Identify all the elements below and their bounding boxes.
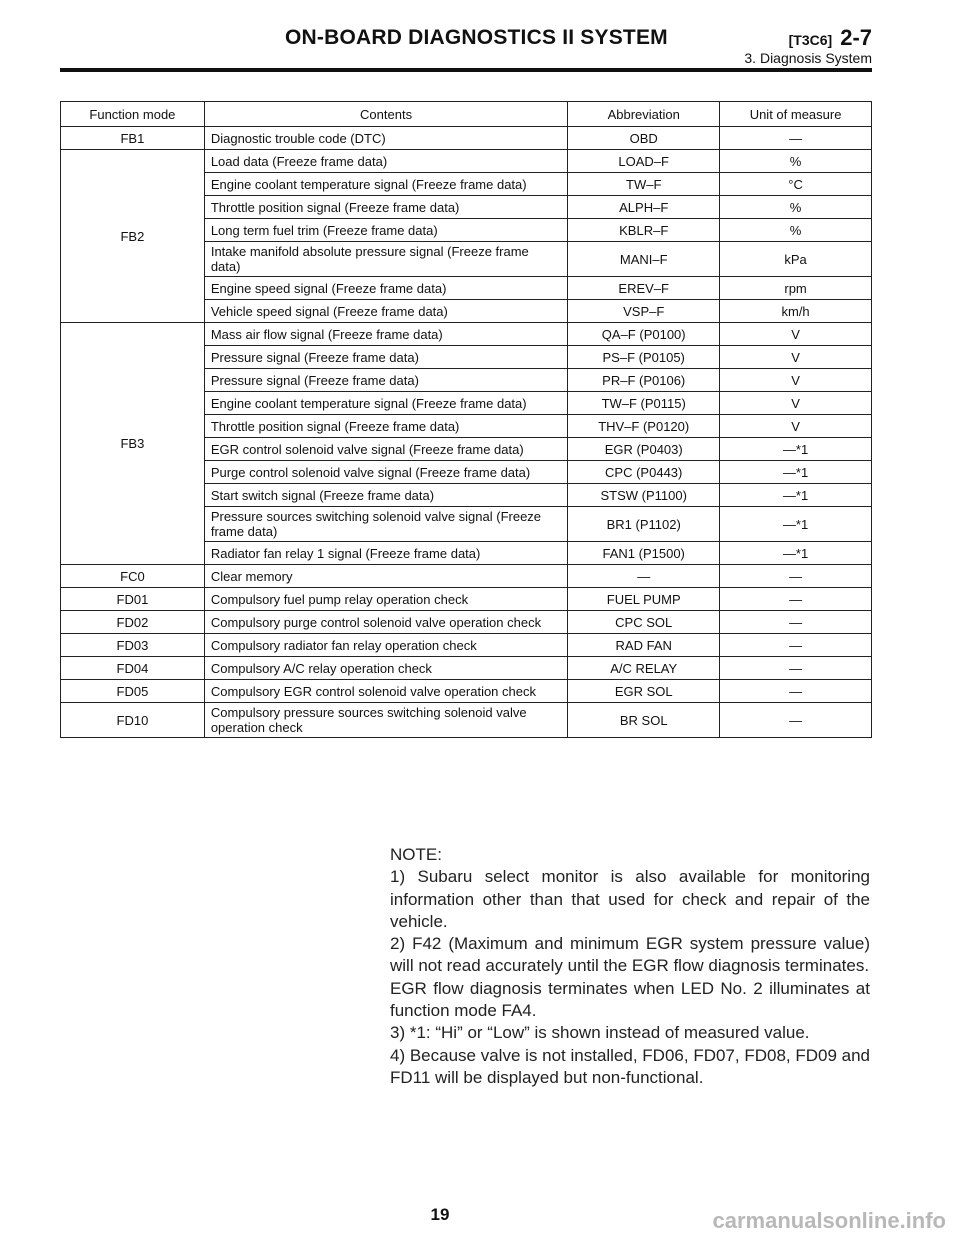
contents-cell: Load data (Freeze frame data)	[204, 150, 567, 173]
function-mode-cell: FD03	[61, 634, 205, 657]
table-row	[61, 127, 872, 150]
note-item: 2) F42 (Maximum and minimum EGR system pressure value) will not read accurately until the EGR flow diagnosis terminates.	[390, 934, 870, 976]
contents-cell: Intake manifold absolute pressure signal (Freeze frame data)	[204, 242, 567, 277]
abbreviation-cell: TW–F (P0115)	[568, 392, 720, 415]
abbreviation-cell: ALPH–F	[568, 196, 720, 219]
contents-cell: Vehicle speed signal (Freeze frame data)	[204, 300, 567, 323]
abbreviation-cell: FAN1 (P1500)	[568, 542, 720, 565]
section-reference	[789, 25, 872, 51]
abbreviation-cell: VSP–F	[568, 300, 720, 323]
contents-cell: Clear memory	[204, 565, 567, 588]
function-mode-cell: FB1	[61, 127, 205, 150]
abbreviation-cell: MANI–F	[568, 242, 720, 277]
unit-cell: °C	[720, 173, 872, 196]
section-code: [T3C6]	[788, 32, 833, 48]
note-item: 1) Subaru select monitor is also available for monitoring information other than that used for check and repair of the vehicle.	[390, 867, 870, 931]
contents-cell: Purge control solenoid valve signal (Freeze frame data)	[204, 461, 567, 484]
contents-cell: Diagnostic trouble code (DTC)	[204, 127, 567, 150]
abbreviation-cell: BR1 (P1102)	[568, 507, 720, 542]
table-row	[61, 150, 872, 173]
contents-cell: Compulsory pressure sources switching solenoid valve operation check	[204, 703, 567, 738]
abbreviation-cell: STSW (P1100)	[568, 484, 720, 507]
abbreviation-cell: PR–F (P0106)	[568, 369, 720, 392]
watermark: carmanualsonline.info	[712, 1208, 946, 1233]
table-header-row	[61, 102, 872, 127]
section-page-ref: 2-7	[840, 25, 872, 50]
table-row	[61, 611, 872, 634]
abbreviation-cell: RAD FAN	[568, 634, 720, 657]
function-mode-cell: FD02	[61, 611, 205, 634]
contents-cell: EGR control solenoid valve signal (Freeze frame data)	[204, 438, 567, 461]
abbreviation-cell: BR SOL	[568, 703, 720, 738]
abbreviation-cell: THV–F (P0120)	[568, 415, 720, 438]
contents-cell: Long term fuel trim (Freeze frame data)	[204, 219, 567, 242]
abbreviation-cell: TW–F	[568, 173, 720, 196]
function-mode-table	[60, 101, 872, 738]
header-rule	[60, 68, 872, 72]
unit-cell: V	[720, 323, 872, 346]
table-row	[61, 634, 872, 657]
contents-cell: Pressure signal (Freeze frame data)	[204, 346, 567, 369]
note-item: EGR flow diagnosis terminates when LED No. 2 illuminates at function mode FA4.	[390, 978, 870, 1021]
contents-cell: Throttle position signal (Freeze frame data)	[204, 196, 567, 219]
contents-cell: Compulsory A/C relay operation check	[204, 657, 567, 680]
function-mode-cell: FD01	[61, 588, 205, 611]
page-number: 19	[430, 1205, 450, 1224]
unit-cell: %	[720, 196, 872, 219]
unit-cell: V	[720, 346, 872, 369]
contents-cell: Pressure sources switching solenoid valve signal (Freeze frame data)	[204, 507, 567, 542]
abbreviation-cell: PS–F (P0105)	[568, 346, 720, 369]
abbreviation-cell: A/C RELAY	[568, 657, 720, 680]
unit-cell: —	[720, 657, 872, 680]
unit-cell: —*1	[720, 438, 872, 461]
table-row	[61, 588, 872, 611]
abbreviation-cell: CPC (P0443)	[568, 461, 720, 484]
unit-cell: %	[720, 150, 872, 173]
abbreviation-cell: QA–F (P0100)	[568, 323, 720, 346]
table-row	[61, 323, 872, 346]
unit-cell: kPa	[720, 242, 872, 277]
function-mode-cell: FD04	[61, 657, 205, 680]
unit-cell: V	[720, 415, 872, 438]
unit-cell: km/h	[720, 300, 872, 323]
table-row	[61, 703, 872, 738]
table-row	[61, 565, 872, 588]
unit-cell: —*1	[720, 507, 872, 542]
column-header-function-mode: Function mode	[61, 102, 205, 127]
contents-cell: Throttle position signal (Freeze frame data)	[204, 415, 567, 438]
contents-cell: Radiator fan relay 1 signal (Freeze frame data)	[204, 542, 567, 565]
unit-cell: —*1	[720, 542, 872, 565]
abbreviation-cell: FUEL PUMP	[568, 588, 720, 611]
table-row	[61, 657, 872, 680]
unit-cell: —	[720, 588, 872, 611]
table-row	[61, 680, 872, 703]
contents-cell: Compulsory radiator fan relay operation check	[204, 634, 567, 657]
notes-section	[390, 844, 870, 1089]
function-mode-cell: FD10	[61, 703, 205, 738]
section-subtitle: 3. Diagnosis System	[744, 50, 872, 66]
contents-cell: Engine coolant temperature signal (Freeze frame data)	[204, 173, 567, 196]
function-mode-cell: FC0	[61, 565, 205, 588]
unit-cell: —	[720, 634, 872, 657]
function-mode-cell: FB3	[61, 323, 205, 565]
page-title: ON-BOARD DIAGNOSTICS II SYSTEM	[285, 26, 668, 49]
abbreviation-cell: EREV–F	[568, 277, 720, 300]
unit-cell: V	[720, 392, 872, 415]
function-mode-cell: FD05	[61, 680, 205, 703]
contents-cell: Engine coolant temperature signal (Freeze frame data)	[204, 392, 567, 415]
abbreviation-cell: EGR SOL	[568, 680, 720, 703]
contents-cell: Pressure signal (Freeze frame data)	[204, 369, 567, 392]
abbreviation-cell: CPC SOL	[568, 611, 720, 634]
unit-cell: %	[720, 219, 872, 242]
column-header-abbreviation: Abbreviation	[568, 102, 720, 127]
abbreviation-cell: OBD	[568, 127, 720, 150]
contents-cell: Compulsory purge control solenoid valve operation check	[204, 611, 567, 634]
function-mode-cell: FB2	[61, 150, 205, 323]
table-body	[61, 127, 872, 738]
unit-cell: —	[720, 680, 872, 703]
abbreviation-cell: KBLR–F	[568, 219, 720, 242]
abbreviation-cell: EGR (P0403)	[568, 438, 720, 461]
contents-cell: Compulsory EGR control solenoid valve operation check	[204, 680, 567, 703]
column-header-unit: Unit of measure	[720, 102, 872, 127]
unit-cell: —*1	[720, 461, 872, 484]
unit-cell: —	[720, 611, 872, 634]
unit-cell: —	[720, 703, 872, 738]
unit-cell: V	[720, 369, 872, 392]
unit-cell: —	[720, 127, 872, 150]
column-header-contents: Contents	[204, 102, 567, 127]
unit-cell: —	[720, 565, 872, 588]
note-item: 4) Because valve is not installed, FD06, FD07, FD08, FD09 and FD11 will be displayed but non-functional.	[390, 1045, 871, 1087]
abbreviation-cell: —	[568, 565, 720, 588]
contents-cell: Compulsory fuel pump relay operation check	[204, 588, 567, 611]
abbreviation-cell: LOAD–F	[568, 150, 720, 173]
unit-cell: —*1	[720, 484, 872, 507]
unit-cell: rpm	[720, 277, 872, 300]
contents-cell: Mass air flow signal (Freeze frame data)	[204, 323, 567, 346]
contents-cell: Start switch signal (Freeze frame data)	[204, 484, 567, 507]
note-item: 3) *1: “Hi” or “Low” is shown instead of measured value.	[390, 1023, 810, 1043]
contents-cell: Engine speed signal (Freeze frame data)	[204, 277, 567, 300]
notes-label: NOTE:	[390, 845, 442, 864]
